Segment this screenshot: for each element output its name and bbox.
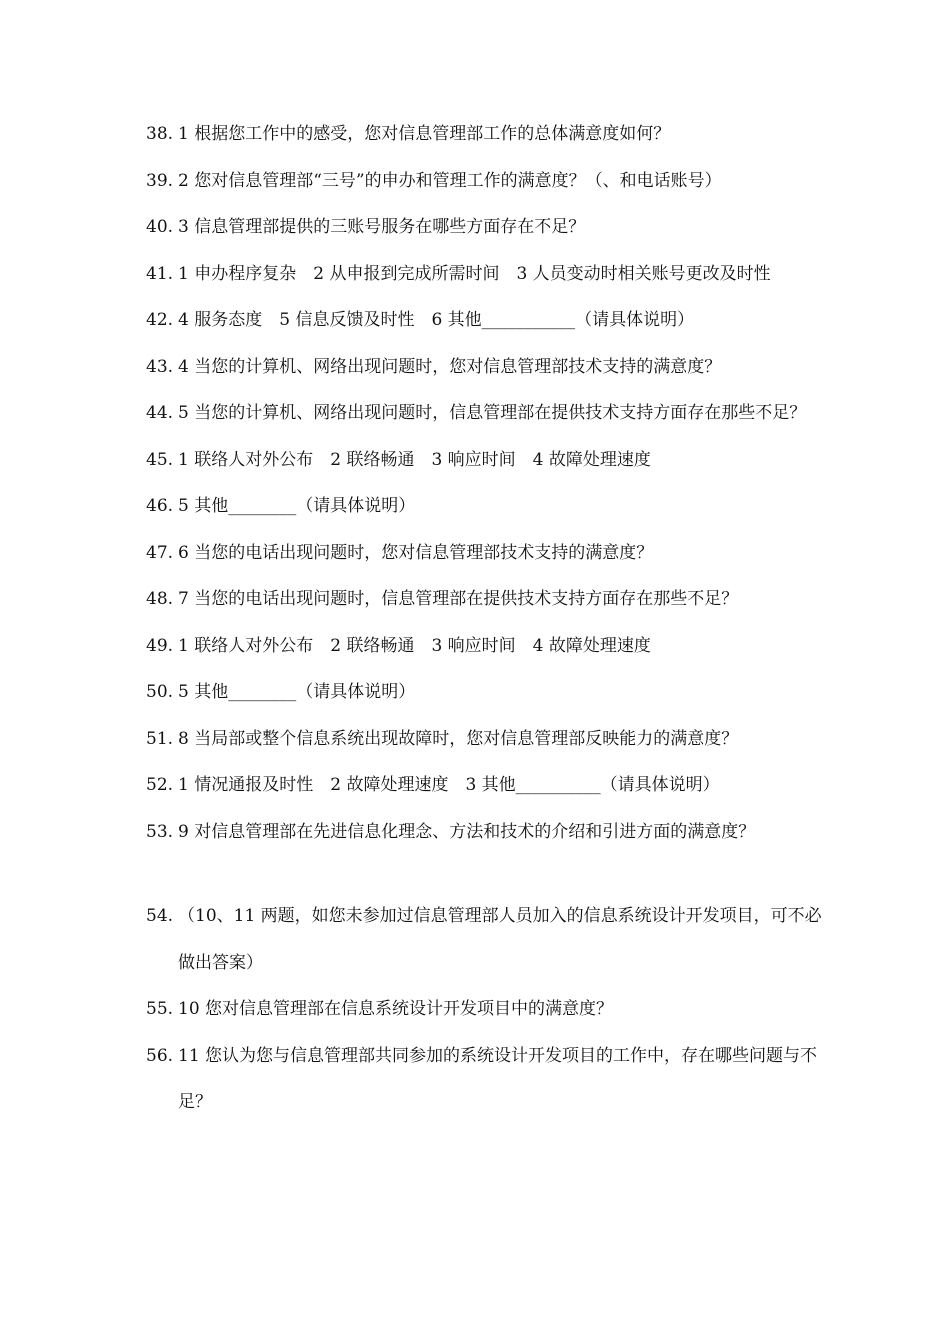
item-number: 47.	[146, 542, 174, 563]
list-item	[146, 483, 836, 530]
list-item	[146, 437, 836, 484]
item-number: 42.	[146, 310, 174, 330]
item-number: 46.	[146, 496, 174, 516]
item-number: 44.	[146, 403, 174, 423]
list-item	[146, 158, 836, 205]
item-number: 51.	[146, 728, 174, 749]
item-text: 5 当您的计算机、网络出现问题时，信息管理部在提供技术支持方面存在那些不足？	[178, 403, 807, 423]
item-number: 43.	[146, 356, 174, 377]
item-text: 1 申办程序复杂 2 从申报到完成所需时间 3 人员变动时相关账号更改及时性	[178, 263, 771, 284]
item-number: 41.	[146, 263, 174, 284]
item-text: 4 当您的计算机、网络出现问题时，您对信息管理部技术支持的满意度？	[178, 356, 722, 377]
item-text: 1 根据您工作中的感受，您对信息管理部工作的总体满意度如何？	[178, 124, 671, 144]
list-item	[146, 1033, 836, 1126]
item-text: 1 联络人对外公布 2 联络畅通 3 响应时间 4 故障处理速度	[178, 449, 651, 470]
item-number: 40.	[146, 217, 174, 237]
item-text: 4 服务态度 5 信息反馈及时性 6 其他___________（请具体说明）	[178, 310, 695, 330]
item-number: 39.	[146, 170, 174, 191]
list-item	[146, 762, 836, 809]
item-text: 10 您对信息管理部在信息系统设计开发项目中的满意度？	[178, 999, 614, 1019]
list-item	[146, 809, 836, 856]
item-text: 5 其他________（请具体说明）	[178, 496, 416, 516]
item-text: 1 联络人对外公布 2 联络畅通 3 响应时间 4 故障处理速度	[178, 635, 651, 656]
list-item	[146, 623, 836, 670]
item-number: 38.	[146, 124, 174, 144]
item-number: 54.	[146, 906, 174, 926]
list-item	[146, 204, 836, 251]
item-number: 49.	[146, 635, 174, 656]
item-text: 3 信息管理部提供的三账号服务在哪些方面存在不足？	[178, 217, 586, 237]
list-item	[146, 344, 836, 391]
list-item	[146, 390, 836, 437]
list-item	[146, 530, 836, 577]
item-text: 11 您认为您与信息管理部共同参加的系统设计开发项目的工作中，存在哪些问题与不足？	[178, 1045, 818, 1112]
question-list	[146, 111, 836, 1126]
item-number: 48.	[146, 589, 174, 609]
item-text: 8 当局部或整个信息系统出现故障时，您对信息管理部反映能力的满意度？	[178, 728, 739, 749]
item-number: 55.	[146, 999, 174, 1019]
item-text: （10、11 两题，如您未参加过信息管理部人员加入的信息系统设计开发项目，可不必做出答案）	[178, 906, 822, 973]
item-text: 1 情况通报及时性 2 故障处理速度 3 其他__________（请具体说明）	[178, 775, 720, 795]
list-item	[146, 297, 836, 344]
item-text: 7 当您的电话出现问题时，信息管理部在提供技术支持方面存在那些不足？	[178, 589, 739, 609]
list-item	[146, 893, 836, 986]
item-text: 2 您对信息管理部“三号”的申办和管理工作的满意度？（、和电话账号）	[178, 170, 722, 191]
item-text: 6 当您的电话出现问题时，您对信息管理部技术支持的满意度？	[178, 542, 654, 563]
item-text: 9 对信息管理部在先进信息化理念、方法和技术的介绍和引进方面的满意度？	[178, 821, 756, 842]
item-number: 45.	[146, 449, 174, 470]
list-item	[146, 251, 836, 298]
list-item	[146, 986, 836, 1033]
item-number: 53.	[146, 821, 174, 842]
item-number: 50.	[146, 682, 174, 702]
item-number: 52.	[146, 775, 174, 795]
list-item	[146, 716, 836, 763]
list-item	[146, 111, 836, 158]
list-item	[146, 576, 836, 623]
item-number: 56.	[146, 1045, 174, 1066]
list-item	[146, 669, 836, 716]
item-text: 5 其他________（请具体说明）	[178, 682, 416, 702]
